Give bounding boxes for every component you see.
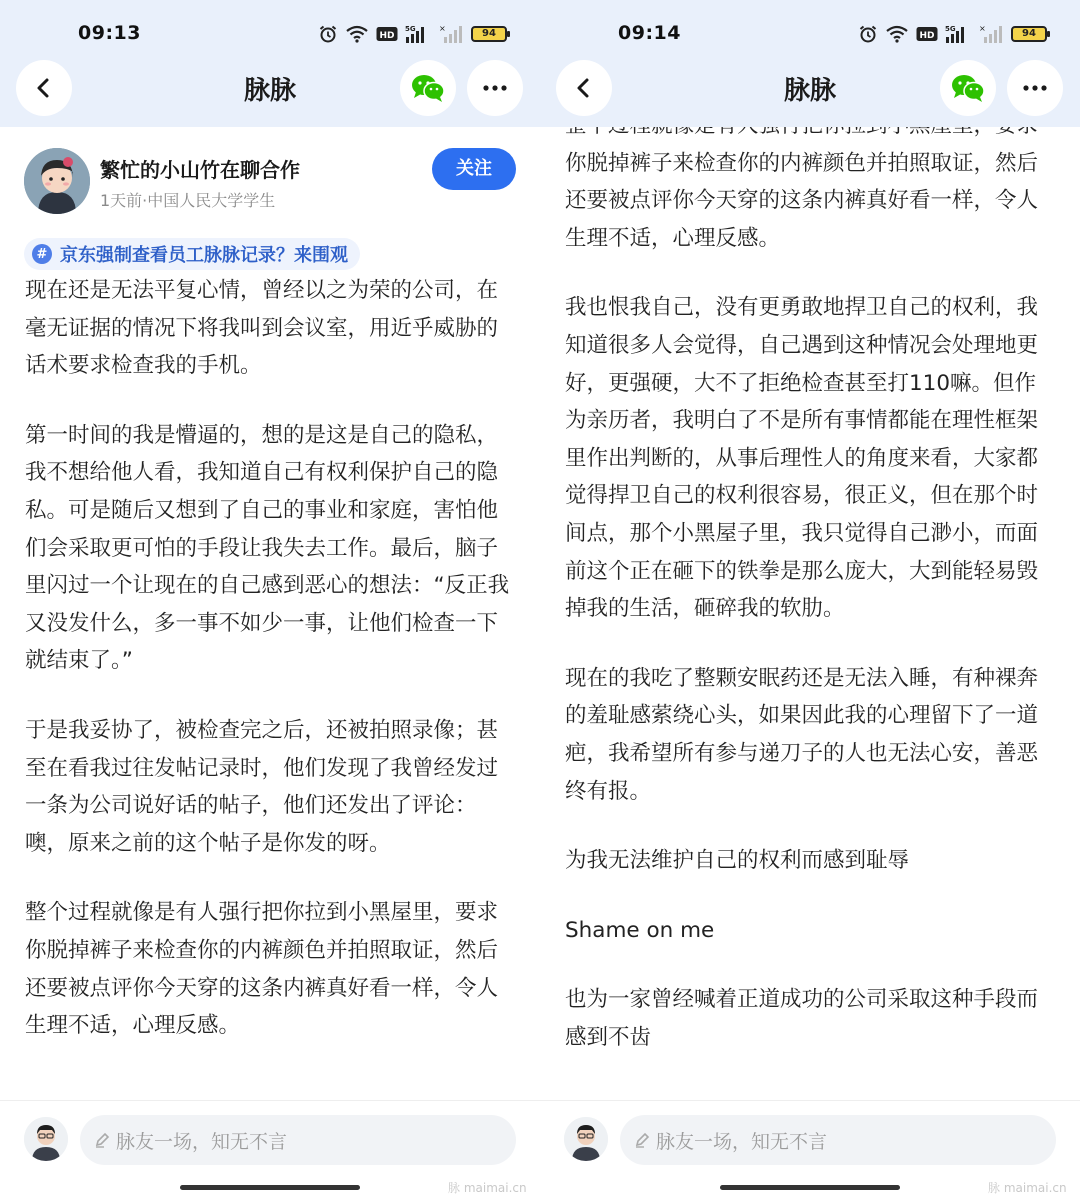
svg-text:HD: HD: [919, 31, 935, 41]
nav-bar: [0, 58, 540, 120]
chevron-left-icon: [574, 77, 594, 99]
signal-icon: [438, 24, 464, 44]
post-body: [0, 272, 540, 1045]
author-row: [0, 140, 540, 220]
right-screenshot: [540, 0, 1080, 1200]
signal-icon: [978, 24, 1004, 44]
topic-tag[interactable]: [24, 238, 360, 270]
wechat-share-button[interactable]: [400, 60, 456, 116]
status-icons: [318, 24, 507, 44]
svg-text:×: ×: [979, 24, 986, 33]
pencil-icon: [634, 1132, 650, 1148]
page-title: 脉脉: [783, 76, 836, 106]
paragraph: 为我无法维护自己的权利而感到耻辱: [565, 848, 910, 874]
watermark: 脉 maimai.cn: [988, 1181, 1067, 1195]
user-avatar-illustration: [24, 1117, 68, 1161]
more-button[interactable]: [467, 60, 523, 116]
wechat-share-button[interactable]: [940, 60, 996, 116]
avatar[interactable]: [24, 1117, 68, 1161]
status-icons: [858, 24, 1047, 44]
status-bar: [540, 0, 1080, 62]
paragraph: 也为一家曾经喊着正道成功的公司采取这种手段而感到不齿: [565, 987, 1039, 1050]
comment-placeholder: 脉友一场，知无不言: [116, 1130, 288, 1153]
paragraph: Shame on me: [565, 917, 715, 943]
wechat-icon: [950, 73, 986, 103]
author-meta: 1天前·中国人民大学学生: [100, 191, 276, 210]
comment-placeholder: 脉友一场，知无不言: [656, 1130, 828, 1153]
comment-input[interactable]: [80, 1115, 516, 1165]
svg-text:×: ×: [439, 24, 446, 33]
more-icon: [1023, 84, 1047, 92]
paragraph: 整个过程就像是有人强行把你拉到小黑屋里，要求你脱掉裤子来检查你的内裤颜色并拍照取证，然后还要被点评你今天穿的这条内裤真好看一样，令人生理不适，心理反感。: [25, 900, 499, 1039]
home-indicator[interactable]: [180, 1185, 360, 1190]
home-indicator[interactable]: [720, 1185, 900, 1190]
header: [540, 0, 1080, 127]
topic-label: 京东强制查看员工脉脉记录？来围观: [60, 245, 348, 266]
svg-text:HD: HD: [379, 31, 395, 41]
follow-button[interactable]: 关注: [432, 148, 516, 190]
post-content: [0, 140, 540, 1077]
comment-bar: [540, 1100, 1080, 1200]
hd-icon: [376, 26, 398, 42]
avatar-illustration: [24, 148, 90, 214]
avatar[interactable]: [564, 1117, 608, 1161]
paragraph: 我也恨我自己，没有更勇敢地捍卫自己的权利，我知道很多人会觉得，自己遇到这种情况会处理地更好，更强硬，大不了拒绝检查甚至打110嘛。但作为亲历者，我明白了不是所有事情都能在理性框架里作出判断的，从事后理性人的角度来看，大家都觉得捍卫自己的权利很容易，很正义，但在那个时间点，那个小黑屋子里，我只觉得自己渺小，而面前这个正在砸下的铁拳是那么庞大，大到能轻易毁掉我的生活，砸碎我的软肋。: [565, 295, 1039, 622]
signal-icon: [405, 24, 431, 44]
alarm-icon: [858, 24, 878, 44]
post-body: [540, 107, 1080, 1056]
status-time: 09:13: [78, 22, 141, 44]
paragraph: 现在的我吃了整颗安眠药还是无法入睡，有种裸奔的羞耻感萦绕心头，如果因此我的心理留下了一道疤，我希望所有参与递刀子的人也无法心安，善恶终有报。: [565, 665, 1039, 804]
paragraph: 你脱掉裤子来检查你的内裤颜色并拍照取证，然后还要被点评你今天穿的这条内裤真好看一样，令人生理不适，心理反感。: [565, 150, 1039, 251]
alarm-icon: [318, 24, 338, 44]
pencil-icon: [94, 1132, 110, 1148]
header: [0, 0, 540, 127]
more-button[interactable]: [1007, 60, 1063, 116]
battery-indicator: 94: [471, 26, 507, 42]
comment-bar: [0, 1100, 540, 1200]
svg-text:5G: 5G: [405, 25, 416, 33]
user-avatar-illustration: [564, 1117, 608, 1161]
nav-bar: [540, 58, 1080, 120]
svg-text:5G: 5G: [945, 25, 956, 33]
avatar[interactable]: [24, 148, 90, 214]
status-bar: [0, 0, 540, 62]
status-time: 09:14: [618, 22, 681, 44]
more-icon: [483, 84, 507, 92]
post-content: [540, 107, 1080, 1088]
wifi-icon: [345, 25, 369, 43]
page-title: 脉脉: [243, 76, 296, 106]
comment-input[interactable]: [620, 1115, 1056, 1165]
back-button[interactable]: [16, 60, 72, 116]
battery-indicator: 94: [1011, 26, 1047, 42]
paragraph: 现在还是无法平复心情，曾经以之为荣的公司，在毫无证据的情况下将我叫到会议室，用近乎威胁的话术要求检查我的手机。: [25, 278, 499, 379]
back-button[interactable]: [556, 60, 612, 116]
wifi-icon: [885, 25, 909, 43]
signal-icon: [945, 24, 971, 44]
wechat-icon: [410, 73, 446, 103]
hashtag-icon: #: [32, 244, 52, 264]
watermark: 脉 maimai.cn: [448, 1181, 527, 1195]
author-name[interactable]: 繁忙的小山竹在聊合作: [100, 158, 300, 182]
hd-icon: [916, 26, 938, 42]
chevron-left-icon: [34, 77, 54, 99]
paragraph: 第一时间的我是懵逼的，想的是这是自己的隐私，我不想给他人看，我知道自己有权利保护自己的隐私。可是随后又想到了自己的事业和家庭，害怕他们会采取更可怕的手段让我失去工作。最后，脑子里闪过一个让现在的自己感到恶心的想法：“反正我又没发什么，多一事不如少一事，让他们检查一下就结束了。”: [25, 422, 510, 674]
paragraph: 于是我妥协了，被检查完之后，还被拍照录像；甚至在看我过往发帖记录时，他们发现了我曾经发过一条为公司说好话的帖子，他们还发出了评论：噢，原来之前的这个帖子是你发的呀。: [25, 717, 499, 856]
